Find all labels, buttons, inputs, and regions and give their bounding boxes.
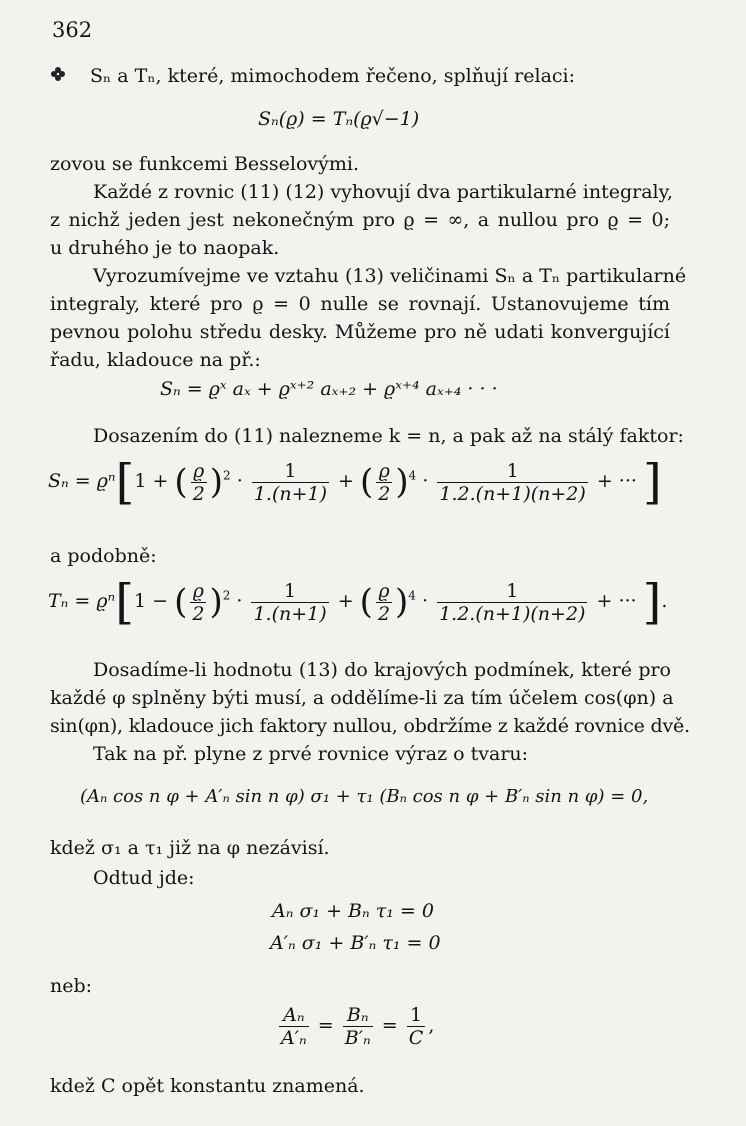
paragraph-2-line-3: u druhého je to naopak. xyxy=(50,237,280,259)
eq7-den-3: C xyxy=(408,1027,424,1049)
paragraph-3-line-3: pevnou polohu středu desky. Můžeme pro ně udati konvergující xyxy=(50,321,670,343)
paragraph-6-line-1: Dosadíme-li hodnotu (13) do krajových podmínek, které pro xyxy=(93,659,671,681)
eq3-lhs: Sₙ = ϱⁿ xyxy=(48,470,116,492)
paragraph-5: a podobně: xyxy=(50,545,157,567)
equation-system-1: Aₙ σ₁ + Bₙ τ₁ = 0 xyxy=(272,900,434,922)
eq7-num-3: 1 xyxy=(407,1004,426,1027)
equation-boundary-condition: (Aₙ cos n φ + A′ₙ sin n φ) σ₁ + τ₁ (Bₙ cos n φ + B′ₙ sin n φ) = 0, xyxy=(80,786,649,807)
paragraph-2-line-2: z nichž jeden jest nekonečným pro ϱ = ∞, a nullou pro ϱ = 0; xyxy=(50,209,670,231)
paragraph-6-line-2: každé φ splněny býti musí, a oddělíme-li za tím účelem cos(φn) a xyxy=(50,687,674,709)
equation-ratio: $\frac{\text{Aₙ}}{\text{A′ₙ}}$ = $\frac{\text{Bₙ}}{\text{B′ₙ}}$ = $\frac{1}{C}$ , xyxy=(281,1004,435,1049)
equation-tn-expansion: Tₙ = ϱⁿ[1 − ( $\frac{ϱ}{2}$ )$^2$ · $\frac{1}{1.(n+1)}$ + ( $\frac{ϱ}{2}$ )$^4$ · $\frac{1}{1.2.(n+1)(n+2)}$ + ··· ]. xyxy=(48,574,668,630)
eq4-frac2-den: 1.2.(n+1)(n+2) xyxy=(439,602,586,625)
paragraph-4: Dosazením do (11) nalezneme k = n, a pak až na stálý faktor: xyxy=(93,425,684,447)
text-line-1: Sₙ a Tₙ, které, mimochodem řečeno, splňují relaci: xyxy=(90,65,576,87)
eq4-frac1-num: 1 xyxy=(251,580,328,603)
paragraph-7: Tak na př. plyne z prvé rovnice výraz o tvaru: xyxy=(93,743,529,765)
paragraph-10: neb: xyxy=(50,975,93,997)
eq3-frac2-num: 1 xyxy=(437,460,587,483)
equation-series-sn: Sₙ = ϱˣ aₓ + ϱˣ⁺² aₓ₊₂ + ϱˣ⁺⁴ aₓ₊₄ · · · xyxy=(160,378,498,400)
eq7-den-1: A′ₙ xyxy=(281,1027,307,1049)
paragraph-2-line-1: Každé z rovnic (11) (12) vyhovují dva partikularné integraly, xyxy=(93,181,673,203)
paragraph-8: kdež σ₁ a τ₁ již na φ nezávisí. xyxy=(50,837,330,859)
paragraph-3-line-2: integraly, které pro ϱ = 0 nulle se rovnají. Ustanovujeme tím xyxy=(50,293,670,315)
paragraph-6-line-3: sin(φn), kladouce jich faktory nullou, obdržíme z každé rovnice dvě. xyxy=(50,715,690,737)
paragraph-3-line-4: řadu, kladouce na př.: xyxy=(50,349,261,371)
paragraph-3-line-1: Vyrozumívejme ve vztahu (13) veličinami Sₙ a Tₙ partikularné xyxy=(93,265,687,287)
paragraph-11: kdež C opět konstantu znamená. xyxy=(50,1075,365,1097)
page-number: 362 xyxy=(52,18,93,42)
decorative-cross-icon xyxy=(48,64,68,84)
eq4-lhs: Tₙ = ϱⁿ xyxy=(48,590,116,612)
paragraph-9: Odtud jde: xyxy=(93,867,195,889)
eq3-frac1-num: 1 xyxy=(252,460,329,483)
equation-sn-expansion: Sₙ = ϱⁿ[1 + ( $\frac{ϱ}{2}$ )$^2$ · $\frac{1}{1.(n+1)}$ + ( $\frac{ϱ}{2}$ )$^4$ · $\frac{1}{1.2.(n+1)(n+2)}$ + ··· ] xyxy=(48,454,662,510)
equation-system-2: A′ₙ σ₁ + B′ₙ τ₁ = 0 xyxy=(270,932,441,954)
eq4-frac1-den: 1.(n+1) xyxy=(253,602,327,625)
text-line-2: zovou se funkcemi Besselovými. xyxy=(50,153,360,175)
eq7-num-1: Aₙ xyxy=(279,1004,309,1027)
eq7-den-2: B′ₙ xyxy=(344,1027,371,1049)
eq7-num-2: Bₙ xyxy=(343,1004,373,1027)
eq4-frac2-num: 1 xyxy=(437,580,587,603)
eq3-frac1-den: 1.(n+1) xyxy=(253,482,328,505)
eq3-frac2-den: 1.2.(n+1)(n+2) xyxy=(439,482,586,505)
equation-bessel-relation: Sₙ(ϱ) = Tₙ(ϱ√−1) xyxy=(258,108,420,130)
